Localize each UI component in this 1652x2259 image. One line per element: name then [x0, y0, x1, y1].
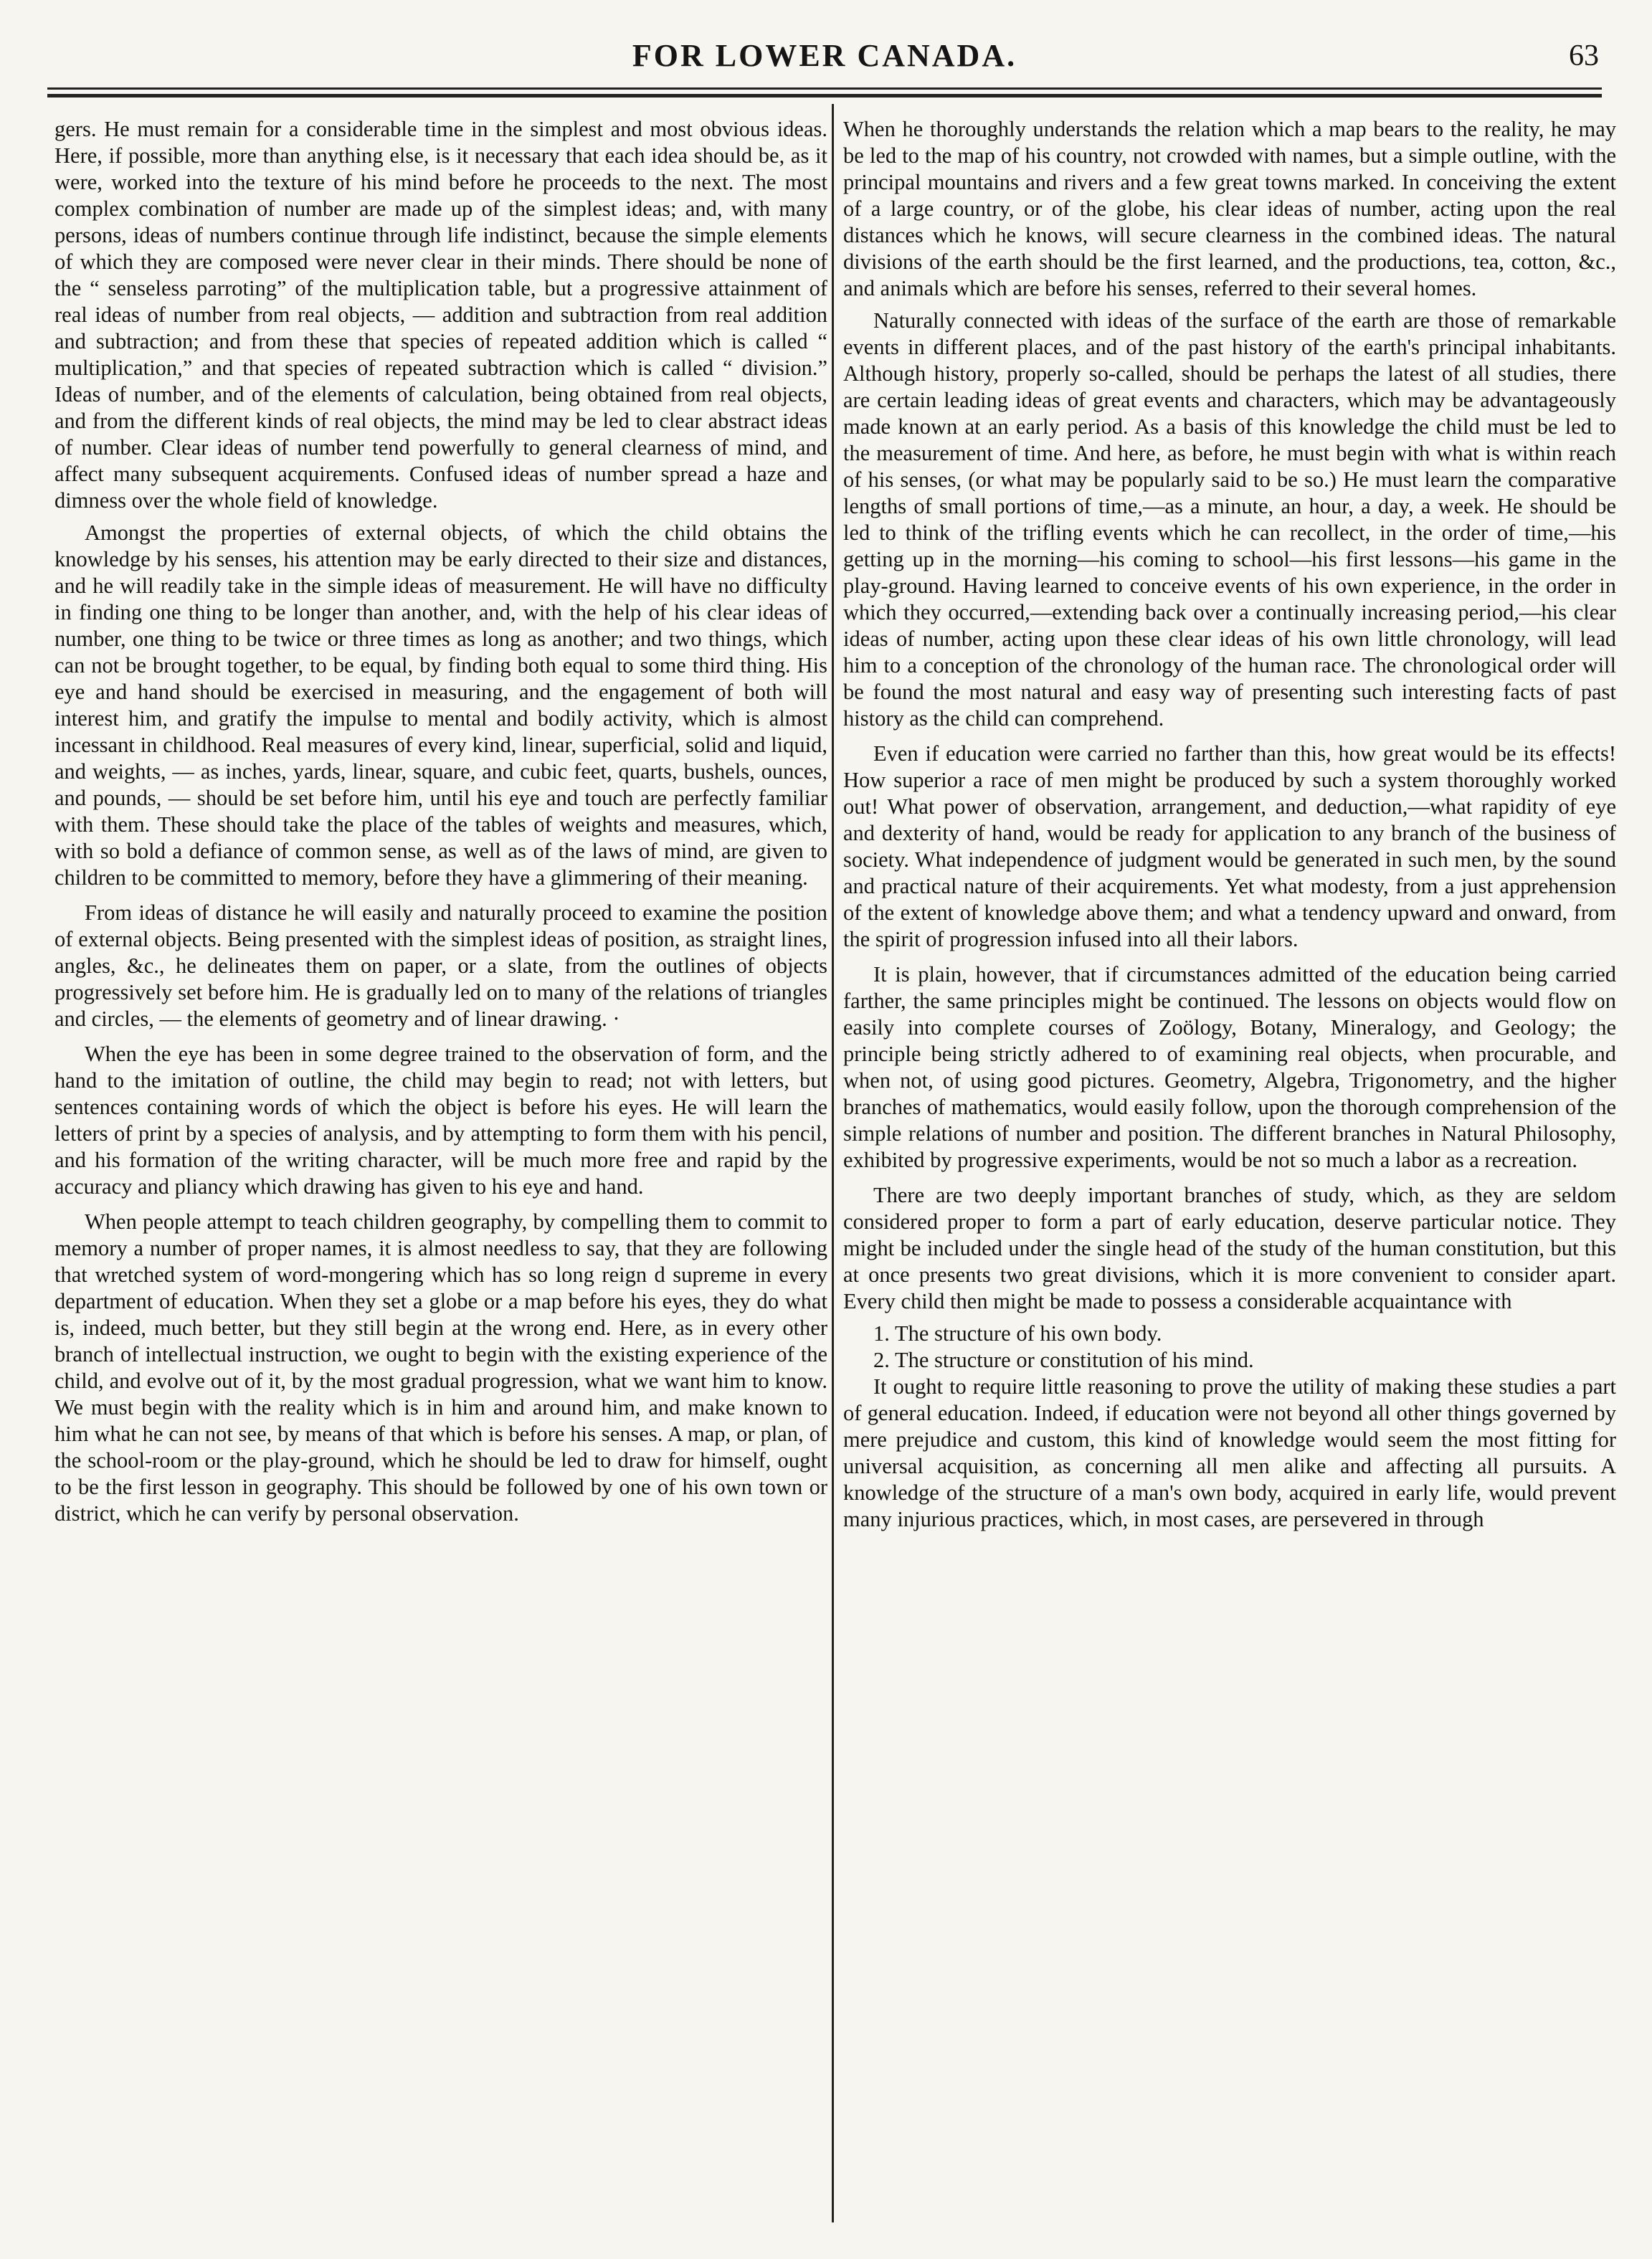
left-paragraph-3: From ideas of distance he will easily and naturally proceed to examine the position of external objects. Being presented with the simplest ideas of position, as straight lines, angles, &c., he delineates them on paper, or a slate, from the outlines of objects progressively set before him. He is gradually led on to many of the relations of triangles and circles, — the elements of geometry and of linear drawing. · [54, 900, 827, 1031]
left-column [54, 116, 827, 1533]
right-paragraph-4: It is plain, however, that if circumstances admitted of the education being carried farther, the same principles might be continued. The lessons on objects would flow on easily into complete courses of Zoölogy, Botany, Mineralogy, and Geology; the principle being strictly adhered to of examining real objects, when procurable, and when not, of using good pictures. Geometry, Algebra, Trigonometry, and the higher branches of mathematics, would easily follow, upon the thorough comprehension of the simple relations of number and position. The different branches in Natural Philosophy, exhibited by progressive experiments, would be not so much a labor as a recreation. [843, 962, 1616, 1172]
header-rule-thin [47, 87, 1602, 90]
right-paragraph-6: It ought to require little reasoning to prove the utility of making these studies a part of general education. Indeed, if education were not beyond all other things governed by mere prejudice and custom, this kind of knowledge would seem the most fitting for universal acquisition, as concerning all men alike and affecting all pursuits. A knowledge of the structure of a man's own body, acquired in early life, would prevent many injurious practices, which, in most cases, are persevered in through [843, 1374, 1616, 1531]
page-number: 63 [1569, 39, 1599, 72]
right-paragraph-5: There are two deeply important branches of study, which, as they are seldom considered proper to form a part of early education, deserve particular notice. They might be included under the single head of the study of the human constitution, but this at once presents two great divisions, which it is more convenient to consider apart. Every child then might be made to possess a considerable acquaintance with [843, 1183, 1616, 1313]
right-paragraph-1: When he thoroughly understands the relation which a map bears to the reality, he may be led to the map of his country, not crowded with names, but a simple outline, with the principal mountains and rivers and a few great towns marked. In conceiving the extent of a large country, or of the globe, his clear ideas of number, acting upon the real distances which he knows, will secure clearness in the combined ideas. The natural divisions of the earth should be the first learned, and the productions, tea, cotton, &c., and animals which are before his senses, referred to their several homes. [843, 117, 1616, 300]
column-divider [832, 104, 834, 2222]
left-paragraph-5: When people attempt to teach children geography, by compelling them to commit to memory a number of proper names, it is almost needless to say, that they are following that wretched system of word-mongering which has so long reign d supreme in every department of education. When they set a globe or a map before his eyes, they do what is, indeed, much better, but they still begin at the wrong end. Here, as in every other branch of intellectual instruction, we ought to begin with the existing experience of the child, and evolve out of it, by the most gradual progression, what we want him to know. We must begin with the reality which is in him and around him, and make known to him what he can not see, by means of that which is before his senses. A map, or plan, of the school-room or the play-ground, which he should be led to draw for himself, ought to be the first lesson in geography. This should be followed by one of his own town or district, which he can verify by personal observation. [54, 1209, 827, 1526]
header-title: FOR LOWER CANADA. [632, 38, 1017, 73]
left-paragraph-2: Amongst the properties of external objects, of which the child obtains the knowledge by his senses, his attention may be early directed to their size and distances, and he will readily take in the simple ideas of measurement. He will have no difficulty in finding one thing to be longer than another, and, with the help of his clear ideas of number, one thing to be twice or three times as long as another; and two things, which can not be brought together, to be equal, by finding both equal to some third thing. His eye and hand should be exercised in measuring, and the engagement of both will interest him, and gratify the impulse to mental and bodily activity, which is almost incessant in childhood. Real measures of every kind, linear, superficial, solid and liquid, and weights, — as inches, yards, linear, square, and cubic feet, quarts, bushels, ounces, and pounds, — should be set before him, until his eye and touch are perfectly familiar with them. These should take the place of the tables of weights and measures, which, with so bold a defiance of common sense, as well as of the laws of mind, are given to children to be committed to memory, before they have a glimmering of their meaning. [54, 520, 827, 890]
left-paragraph-4: When the eye has been in some degree trained to the observation of form, and the hand to the imitation of outline, the child may begin to read; not with letters, but sentences containing words of which the object is before his eyes. He will learn the letters of print by a species of analysis, and by attempting to form them with his pencil, and his formation of the writing character, will be much more free and rapid by the accuracy and pliancy which drawing has given to his eye and hand. [54, 1042, 827, 1199]
right-column [843, 116, 1616, 1539]
header-rule-thick [47, 94, 1602, 98]
list-item-1: 1. The structure of his own body. [873, 1321, 1162, 1346]
running-header [50, 37, 1599, 80]
left-paragraph-1: gers. He must remain for a considerable time in the simplest and most obvious ideas. Here, if possible, more than anything else, is it necessary that each idea should be, as it were, worked into the texture of his mind before he proceeds to the next. The most complex combination of number are made up of the simplest ideas; and, with many persons, ideas of numbers continue through life indistinct, because the simple elements of which they are composed were never clear in their minds. There should be none of the “ senseless parroting” of the multiplication table, but a progressive attainment of real ideas of number from real objects, — addition and subtraction from real addition and subtraction; and from these that species of repeated addition which is called “ multiplication,” and that species of repeated subtraction which is called “ division.” Ideas of number, and of the elements of calculation, being obtained from real objects, and from the different kinds of real objects, the mind may be led to clear abstract ideas of number. Clear ideas of number tend powerfully to general clearness of mind, and affect many subsequent acquirements. Confused ideas of number spread a haze and dimness over the whole field of knowledge. [54, 117, 827, 513]
right-paragraph-3: Even if education were carried no farther than this, how great would be its effects! How superior a race of men might be produced by such a system thoroughly worked out! What power of observation, arrangement, and deduction,—what rapidity of eye and dexterity of hand, would be ready for application to any branch of the business of society. What independence of judgment would be generated in such men, by the sound and practical nature of their acquirements. Yet what modesty, from a just apprehension of the extent of knowledge above them; and what a tendency upward and onward, from the spirit of progression infused into all their labors. [843, 741, 1616, 951]
right-paragraph-2: Naturally connected with ideas of the surface of the earth are those of remarkable events in different places, and of the past history of the earth's principal inhabitants. Although history, properly so-called, should be perhaps the latest of all studies, there are certain leading ideas of great events and characters, which may be advantageously made known at an early period. As a basis of this knowledge the child must be led to the measurement of time. And here, as before, he must begin with what is within reach of his senses, (or what may be popularly said to be so.) He must learn the comparative lengths of small portions of time,—as a minute, an hour, a day, a week. He should be led to think of the trifling events which he can recollect, in the order of time,—his getting up in the morning—his coming to school—his first lessons—his game in the play-ground. Having learned to conceive events of his own experience, in the order in which they occurred,—extending back over a continually increasing period,—his clear ideas of number, acting upon these clear ideas of his own little chronology, will lead him to a conception of the chronology of the human race. The chronological order will be found the most natural and easy way of presenting such interesting facts of past history as the child can comprehend. [843, 308, 1616, 731]
list-item-2: 2. The structure or constitution of his mind. [873, 1348, 1254, 1372]
